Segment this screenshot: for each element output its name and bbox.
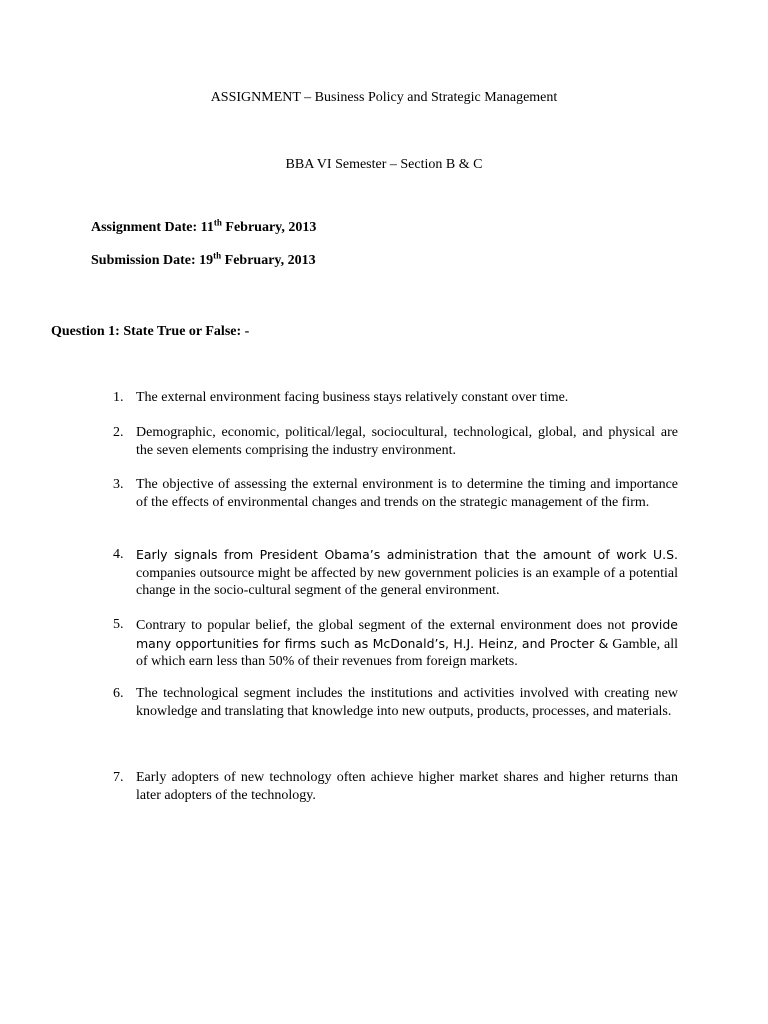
assignment-date-label: Assignment Date: 11 (91, 220, 214, 235)
item-text: The external environment facing business stays relatively constant over time. (136, 390, 569, 405)
item-number: 7. (113, 770, 124, 785)
question-heading: Question 1: State True or False: - (51, 324, 250, 339)
submission-date-suffix: th (213, 250, 222, 261)
submission-date-value: February, 2013 (221, 253, 316, 268)
list-item (113, 389, 678, 407)
item-text-part: Contrary to popular belief, the global segment of the external environment does not (136, 618, 626, 633)
item-text: The technological segment includes the institutions and activities involved with creating new knowledge and translating that knowledge into new outputs, products, processes, and materials. (136, 686, 678, 719)
item-text: Early adopters of new technology often achieve higher market shares and higher returns than later adopters of the technology. (136, 770, 678, 803)
item-number: 1. (113, 390, 124, 405)
item-number: 4. (113, 547, 124, 562)
item-number: 6. (113, 686, 124, 701)
list-item (113, 685, 678, 720)
submission-date (91, 250, 316, 269)
item-text (136, 616, 678, 671)
list-item (113, 424, 678, 459)
assignment-date-value: February, 2013 (221, 220, 317, 235)
submission-date-label: Submission Date: 19 (91, 253, 214, 268)
page-title: ASSIGNMENT – Business Policy and Strategic Management (210, 90, 558, 105)
item-text-part: Gamble, all of which earn less than 50% of their revenues from foreign markets. (136, 636, 678, 669)
page-subtitle: BBA VI Semester – Section B & C (285, 157, 483, 172)
item-number: 5. (113, 617, 124, 632)
item-number: 3. (113, 477, 124, 492)
item-text (136, 546, 678, 600)
item-text-part: provide many opportunities for firms such as McDonald’s, H.J. Heinz, and Procter & (136, 617, 678, 651)
item-number: 2. (113, 425, 124, 440)
list-item (113, 476, 678, 511)
item-text-part: companies outsource might be affected by new government policies is an example of a potential change in the socio-cultural segment of the general environment. (136, 565, 678, 598)
assignment-date-suffix: th (213, 217, 222, 228)
list-item (113, 769, 678, 804)
list-item (113, 546, 678, 600)
list-item (113, 616, 678, 671)
item-text: Demographic, economic, political/legal, sociocultural, technological, global, and physical are the seven elements comprising the industry environment. (136, 425, 678, 458)
item-text-part: Early signals from President Obama’s administration that the amount of work U.S. (136, 547, 678, 562)
item-text: The objective of assessing the external environment is to determine the timing and importance of the effects of environmental changes and trends on the strategic management of the firm. (136, 477, 678, 510)
assignment-date (91, 217, 317, 236)
